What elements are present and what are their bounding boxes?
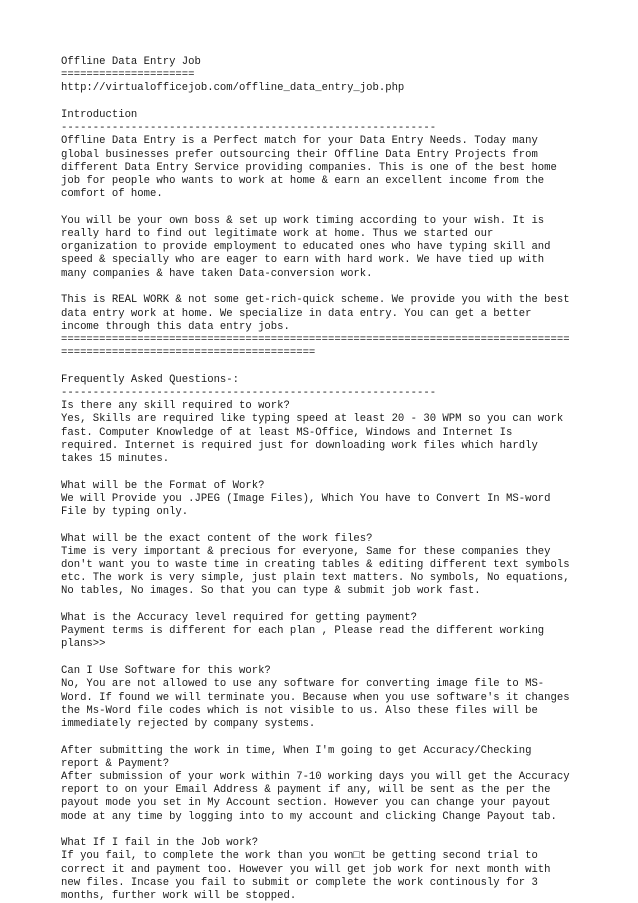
text-line: We will Provide you .JPEG (Image Files), Which You have to Convert In MS-word — [61, 492, 551, 505]
text-line: File by typing only. — [61, 505, 189, 518]
text-line: ======================================== — [61, 347, 316, 360]
faq-block — [61, 480, 581, 520]
text-line: report to on your Email Address & payment if any, will be sent as the per the — [61, 784, 551, 797]
text-line: No tables, No images. So that you can type & submit job work fast. — [61, 585, 481, 598]
text-line: data entry work at home. We specialize in data entry. You can get a better — [61, 307, 532, 320]
text-line: ===================== — [61, 69, 195, 82]
text-line: Word. If found we will terminate you. Because when you use software's it changes — [61, 691, 570, 704]
text-line: ----------------------------------------------------------- — [61, 122, 437, 135]
text-line: Yes, Skills are required like typing speed at least 20 - 30 WPM so you can work — [61, 413, 564, 426]
paragraph-gap — [61, 731, 581, 745]
text-line: After submitting the work in time, When I'm going to get Accuracy/Checking — [61, 744, 532, 757]
section-block — [61, 109, 581, 201]
paragraph-gap — [61, 652, 581, 666]
text-line: the Ms-Word file codes which is not visible to us. Also these files will be — [61, 704, 538, 717]
faq-block — [61, 837, 581, 903]
section-block — [61, 374, 581, 466]
text-line: Payment terms is different for each plan , Please read the different working — [61, 625, 545, 638]
paragraph-block — [61, 215, 581, 281]
faq-block — [61, 745, 581, 824]
text-line: takes 15 minutes. — [61, 452, 170, 465]
text-line: Time is very important & precious for everyone, Same for these companies they — [61, 545, 551, 558]
text-line: Is there any skill required to work? — [61, 400, 290, 413]
paragraph-gap — [61, 824, 581, 838]
text-line: different Data Entry Service providing companies. This is one of the best home — [61, 161, 557, 174]
paragraph-gap — [61, 599, 581, 613]
text-line: payout mode you set in My Account section. However you can change your payout — [61, 797, 551, 810]
document-page — [61, 56, 581, 903]
paragraph-gap — [61, 360, 581, 374]
text-line: mode at any time by logging into to my account and clicking Change Payout tab. — [61, 810, 557, 823]
text-line: What will be the exact content of the work files? — [61, 532, 373, 545]
text-line: global businesses prefer outsourcing their Offline Data Entry Projects from — [61, 148, 538, 161]
text-line: ----------------------------------------------------------- — [61, 386, 437, 399]
text-line: income through this data entry jobs. — [61, 320, 290, 333]
text-line: plans>> — [61, 638, 106, 651]
faq-block — [61, 665, 581, 731]
text-line: You will be your own boss & set up work timing according to your wish. It is — [61, 214, 545, 227]
text-line: Can I Use Software for this work? — [61, 665, 271, 678]
text-line: Introduction — [61, 109, 138, 122]
text-line: don't want you to waste time in creating tables & editing different text symbols — [61, 559, 570, 571]
text-line: After submission of your work within 7-10 working days you will get the Accuracy — [61, 770, 570, 783]
paragraph-gap — [61, 96, 581, 110]
text-line: Frequently Asked Questions-: — [61, 373, 240, 386]
text-line: new files. Incase you fail to submit or complete the work continously for 3 — [61, 876, 538, 889]
text-line: http://virtualofficejob.com/offline_data_entry_job.php — [61, 82, 405, 95]
text-line: This is REAL WORK & not some get-rich-quick scheme. We provide you with the best — [61, 294, 570, 307]
text-line: etc. The work is very simple, just plain text matters. No symbols, No equations, — [61, 572, 570, 585]
text-line: speed & specially who are eager to earn with hard work. We have tied up with — [61, 254, 545, 267]
faq-block — [61, 612, 581, 652]
text-line: Offline Data Entry is a Perfect match for your Data Entry Needs. Today many — [61, 135, 538, 148]
heading-block — [61, 56, 581, 96]
paragraph-gap — [61, 519, 581, 533]
text-line: many companies & have taken Data-conversion work. — [61, 267, 373, 280]
paragraph-gap — [61, 281, 581, 295]
text-line: really hard to find out legitimate work at home. Thus we started our — [61, 228, 494, 241]
text-line: What will be the Format of Work? — [61, 479, 265, 492]
text-line: months, further work will be stopped. — [61, 889, 297, 902]
text-line: fast. Computer Knowledge of at least MS-Office, Windows and Internet Is — [61, 426, 513, 439]
text-line: correct it and payment too. However you will get job work for next month with — [61, 863, 551, 876]
text-line: comfort of home. — [61, 188, 163, 201]
text-line: What is the Accuracy level required for getting payment? — [61, 612, 418, 625]
faq-block — [61, 533, 581, 599]
text-line: required. Internet is required just for downloading work files which hardly — [61, 439, 538, 452]
paragraph-block — [61, 294, 581, 360]
text-line: immediately rejected by company systems. — [61, 717, 316, 730]
text-line: organization to provide employment to educated ones who have typing skill and — [61, 241, 551, 254]
text-line: report & Payment? — [61, 757, 170, 770]
text-line: job for people who wants to work at home & earn an excellent income from the — [61, 175, 545, 187]
text-line: ================================================================================ — [61, 333, 570, 346]
text-line: If you fail, to complete the work than you won□t be getting second trial to — [61, 850, 538, 863]
text-line: Offline Data Entry Job — [61, 56, 201, 68]
text-line: What If I fail in the Job work? — [61, 837, 259, 850]
paragraph-gap — [61, 466, 581, 480]
paragraph-gap — [61, 201, 581, 215]
text-line: No, You are not allowed to use any software for converting image file to MS- — [61, 678, 545, 691]
